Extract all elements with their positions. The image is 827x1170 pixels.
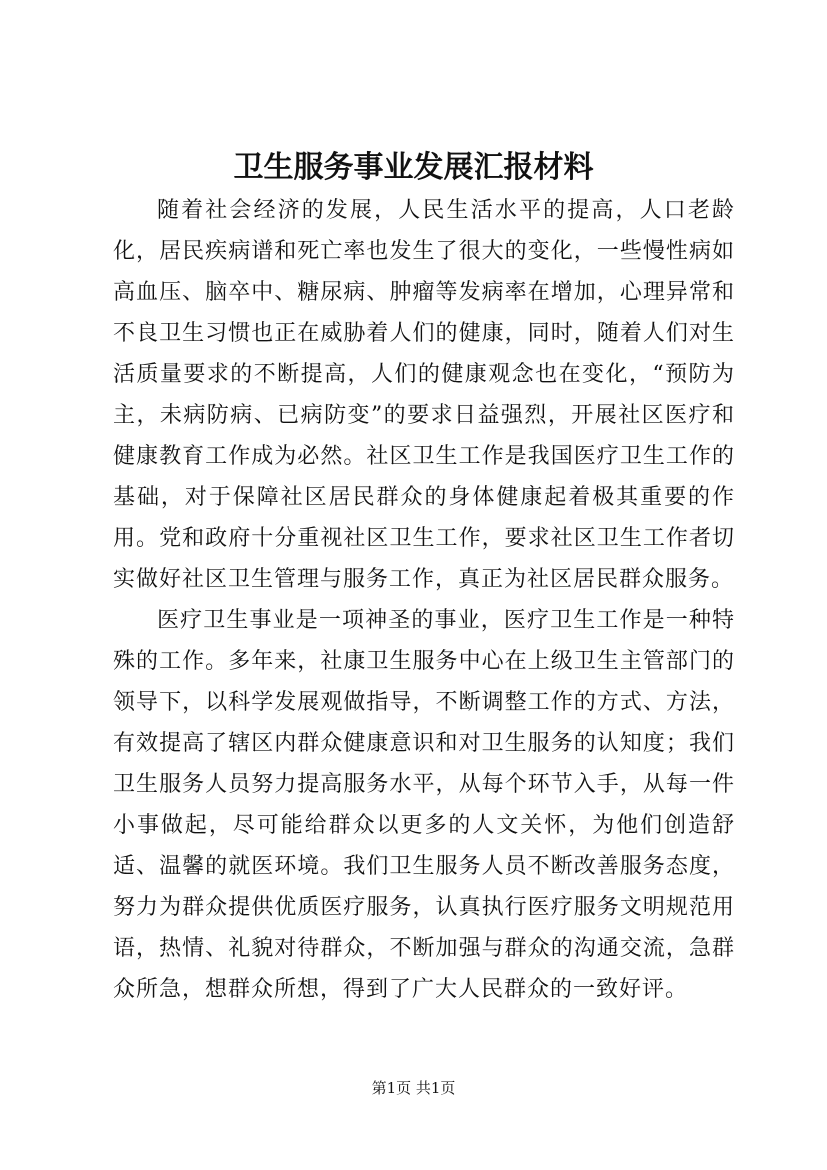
paragraph-1: 随着社会经济的发展，人民生活水平的提高，人口老龄化，居民疾病谱和死亡率也发生了很大的变化，一些慢性病如高血压、脑卒中、糖尿病、肿瘤等发病率在增加，心理异常和不良卫生习惯也正在威胁着人们的健康，同时，随着人们对生活质量要求的不断提高，人们的健康观念也在变化，“预防为主，未病防病、已病防变”的要求日益强烈，开展社区医疗和健康教育工作成为必然。社区卫生工作是我国医疗卫生工作的基础，对于保障社区居民群众的身体健康起着极其重要的作用。党和政府十分重视社区卫生工作，要求社区卫生工作者切实做好社区卫生管理与服务工作，真正为社区居民群众服务。: [113, 198, 735, 592]
paragraph-2: 医疗卫生事业是一项神圣的事业，医疗卫生工作是一种特殊的工作。多年来，社康卫生服务中心在上级卫生主管部门的领导下，以科学发展观做指导，不断调整工作的方式、方法，有效提高了辖区内群众健康意识和对卫生服务的认知度；我们卫生服务人员努力提高服务水平，从每个环节入手，从每一件小事做起，尽可能给群众以更多的人文关怀，为他们创造舒适、温馨的就医环境。我们卫生服务人员不断改善服务态度，努力为群众提供优质医疗服务，认真执行医疗服务文明规范用语，热情、礼貌对待群众，不断加强与群众的沟通交流，急群众所急，想群众所想，得到了广大人民群众的一致好评。: [113, 608, 735, 1002]
document-body: [113, 190, 735, 1010]
page-footer: 第1页 共1页: [371, 1079, 456, 1097]
document-title: 卫生服务事业发展汇报材料: [233, 150, 594, 185]
